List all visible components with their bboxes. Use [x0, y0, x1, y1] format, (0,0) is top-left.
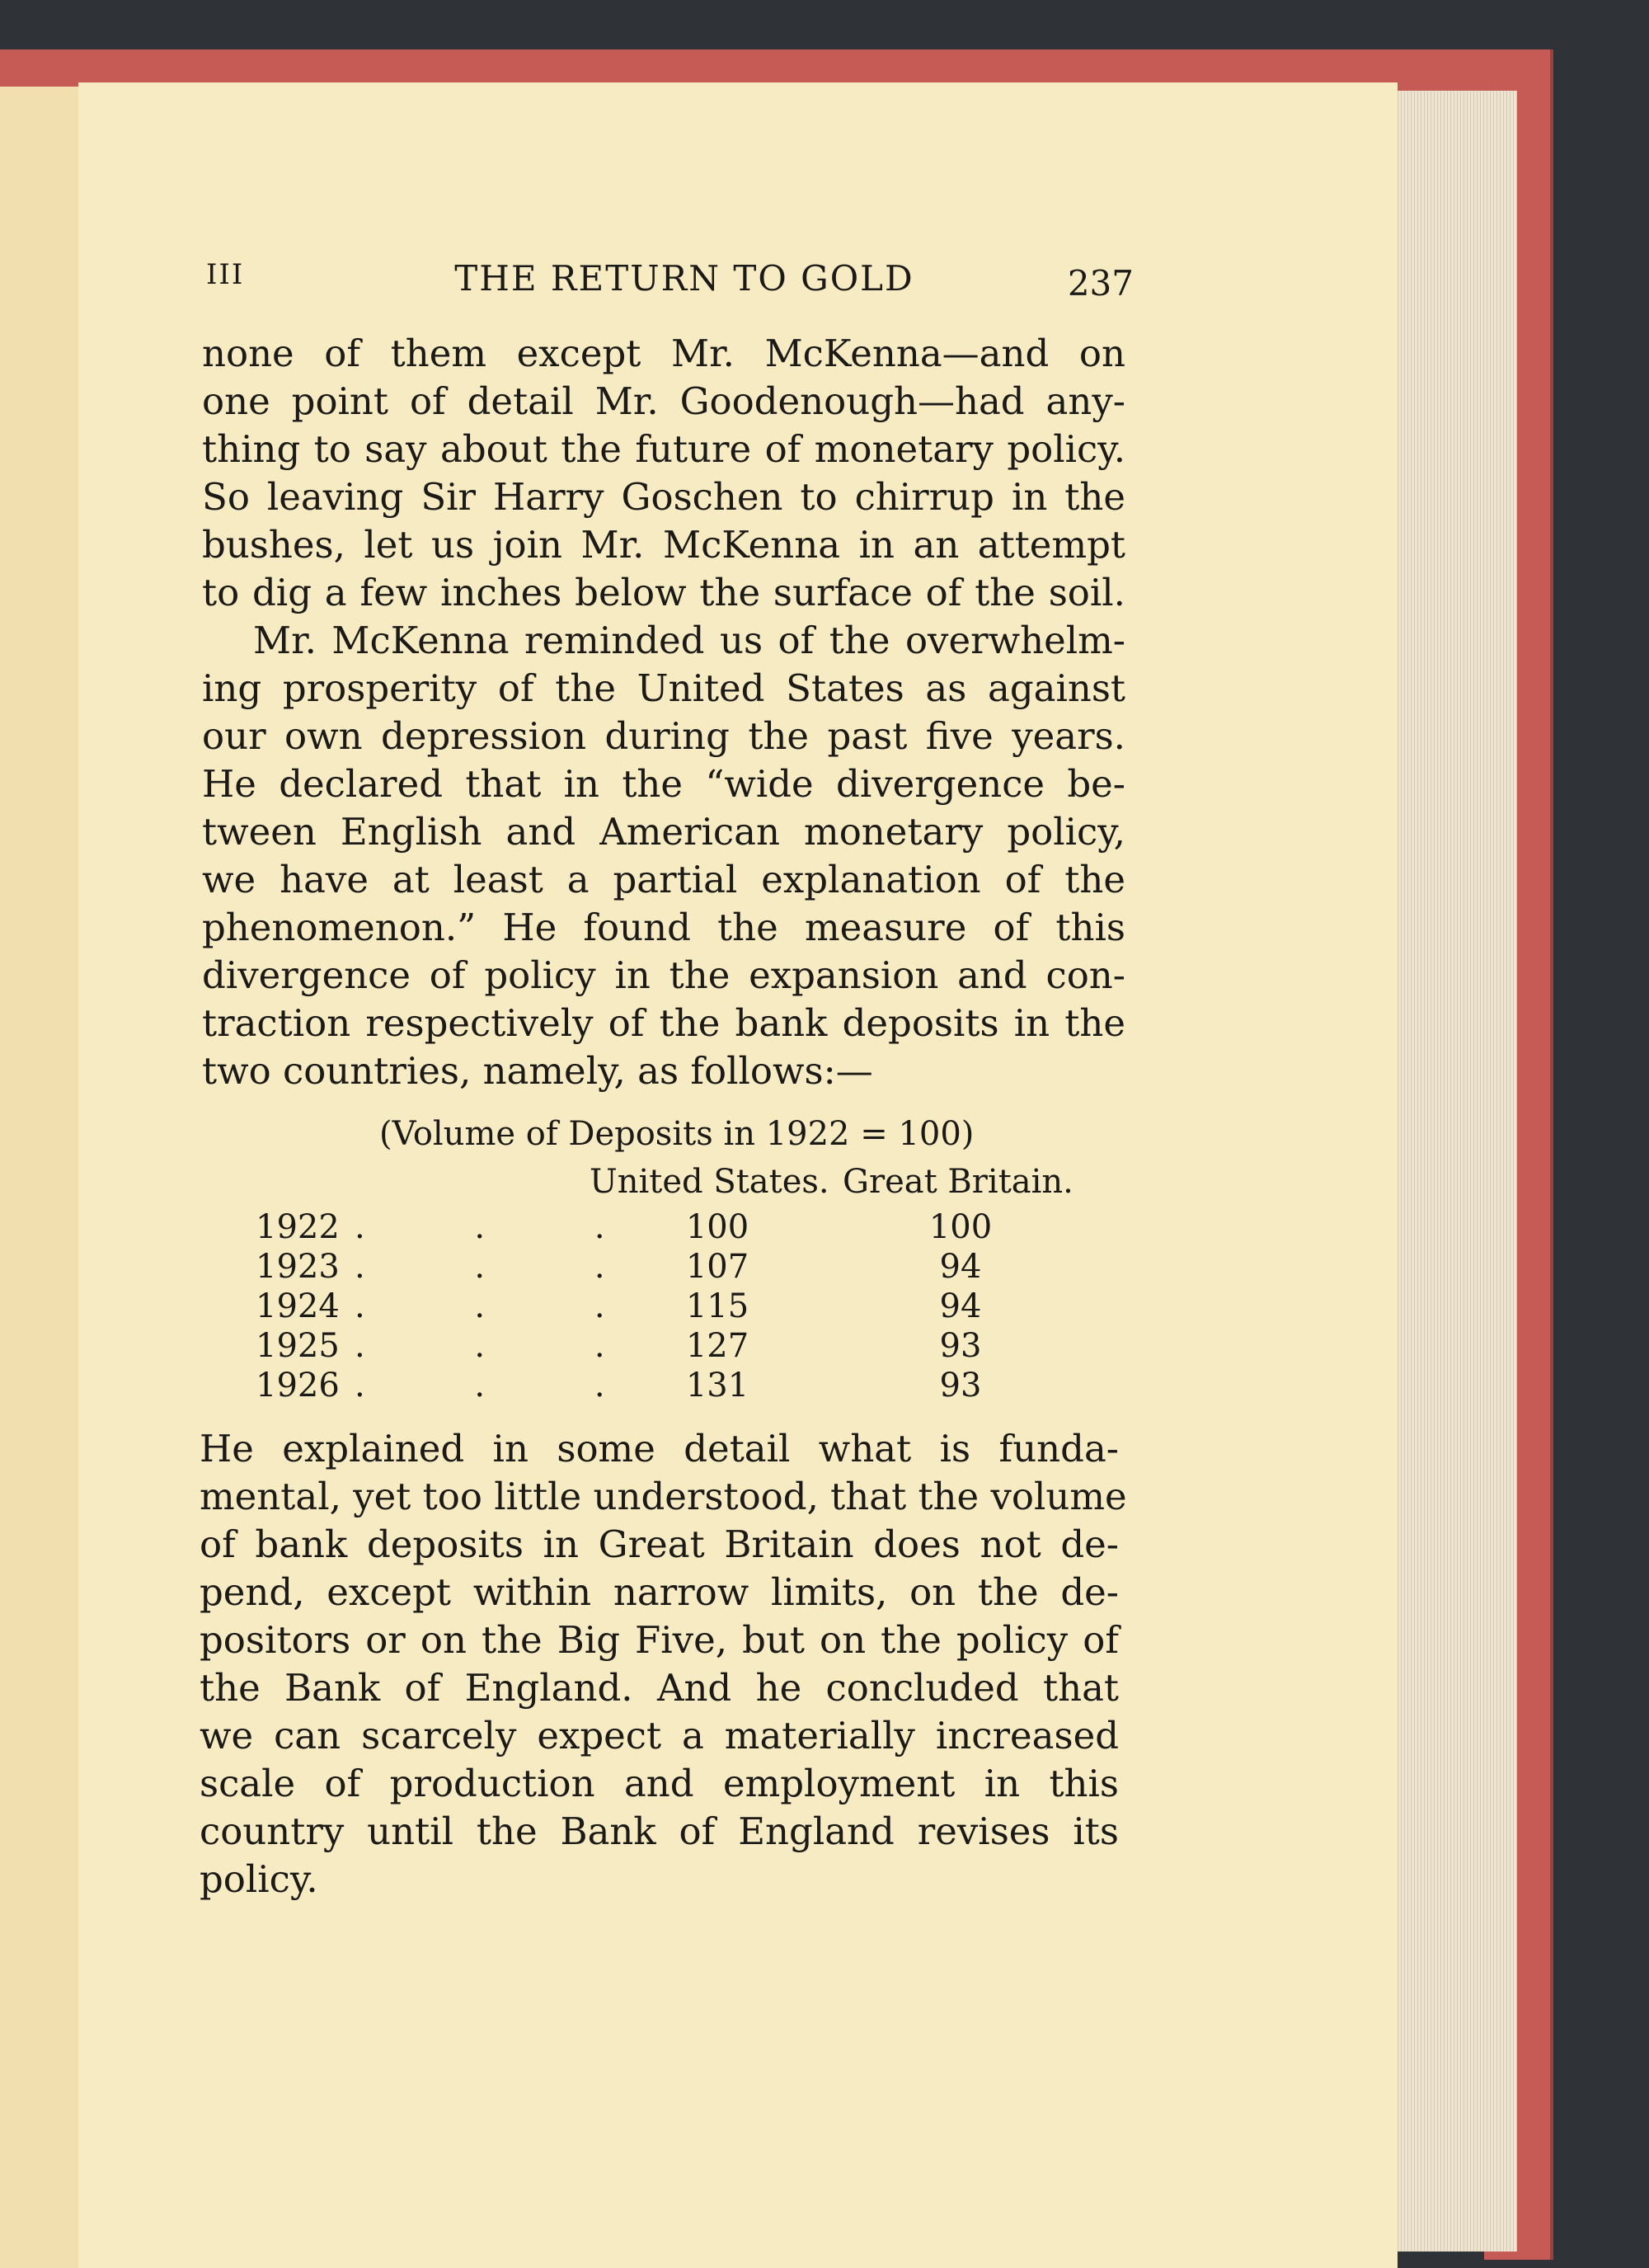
- running-header: [206, 252, 1134, 301]
- paragraph-3: [200, 1425, 1127, 1903]
- table-row: [256, 1248, 998, 1287]
- text-line: the Bank of England. And he concluded that: [200, 1666, 1119, 1710]
- column-header-great-britain: Great Britain.: [843, 1163, 1073, 1201]
- table-row: [256, 1367, 998, 1406]
- gb-value-cell: 93: [939, 1367, 982, 1405]
- page-number: 237: [1067, 263, 1134, 303]
- text-line: thing to say about the future of monetary policy.: [202, 427, 1125, 471]
- text-line: to dig a few inches below the surface of the soil.: [202, 571, 1125, 614]
- text-line: pend, except within narrow limits, on the de-: [200, 1570, 1119, 1614]
- text-line: one point of detail Mr. Goodenough—had any-: [202, 379, 1125, 423]
- text-line: policy.: [200, 1857, 318, 1901]
- text-line: positors or on the Big Five, but on the policy of: [200, 1618, 1119, 1662]
- text-line: ing prosperity of the United States as against: [202, 666, 1125, 710]
- us-value-cell: 100: [685, 1208, 749, 1246]
- text-line: traction respectively of the bank deposits in the: [202, 1001, 1125, 1045]
- year-cell: 1926: [256, 1367, 340, 1405]
- text-line: divergence of policy in the expansion and con-: [202, 953, 1125, 997]
- leader-dots: . . .: [355, 1248, 655, 1286]
- year-cell: 1925: [256, 1327, 340, 1365]
- gb-value-cell: 100: [928, 1208, 993, 1246]
- text-line: mental, yet too little understood, that the volume: [200, 1475, 1127, 1518]
- paragraph-1: [202, 330, 1125, 617]
- table-row: [256, 1327, 998, 1367]
- text-line: bushes, let us join Mr. McKenna in an attempt: [202, 523, 1125, 567]
- deposits-table: [256, 1208, 998, 1406]
- text-line: country until the Bank of England revises its: [200, 1809, 1119, 1853]
- column-header-united-states: United States.: [590, 1163, 829, 1201]
- leader-dots: . . .: [355, 1367, 655, 1405]
- text-line: phenomenon.” He found the measure of this: [202, 906, 1125, 949]
- table-caption: (Volume of Deposits in 1922 = 100): [379, 1115, 975, 1153]
- us-value-cell: 127: [685, 1327, 749, 1365]
- paragraph-2: [202, 617, 1125, 1095]
- table-row: [256, 1208, 998, 1248]
- text-line: none of them except Mr. McKenna—and on: [202, 332, 1125, 375]
- left-page-edge: [0, 87, 81, 2268]
- gb-value-cell: 94: [939, 1287, 982, 1325]
- year-cell: 1923: [256, 1248, 340, 1286]
- text-line: scale of production and employment in this: [200, 1762, 1119, 1805]
- table-row: [256, 1287, 998, 1327]
- year-cell: 1924: [256, 1287, 340, 1325]
- us-value-cell: 131: [685, 1367, 749, 1405]
- running-title: THE RETURN TO GOLD: [454, 258, 914, 299]
- gb-value-cell: 94: [939, 1248, 982, 1286]
- text-line: He declared that in the “wide divergence be-: [202, 762, 1125, 806]
- gb-value-cell: 93: [939, 1327, 982, 1365]
- text-line: our own depression during the past five years.: [202, 714, 1125, 758]
- text-line: So leaving Sir Harry Goschen to chirrup in the: [202, 475, 1125, 519]
- chapter-number: III: [206, 258, 245, 291]
- text-line: we have at least a partial explanation of the: [202, 858, 1125, 901]
- text-line: two countries, namely, as follows:—: [202, 1049, 873, 1093]
- text-line: He explained in some detail what is funda-: [200, 1427, 1119, 1470]
- text-line: of bank deposits in Great Britain does not de-: [200, 1522, 1119, 1566]
- text-line: we can scarcely expect a materially increased: [200, 1714, 1119, 1757]
- text-line: tween English and American monetary policy,: [202, 810, 1125, 854]
- us-value-cell: 115: [685, 1287, 749, 1325]
- us-value-cell: 107: [685, 1248, 749, 1286]
- leader-dots: . . .: [355, 1287, 655, 1325]
- text-line: Mr. McKenna reminded us of the overwhelm-: [253, 619, 1125, 662]
- leader-dots: . . .: [355, 1327, 655, 1365]
- leader-dots: . . .: [355, 1208, 655, 1246]
- year-cell: 1922: [256, 1208, 340, 1246]
